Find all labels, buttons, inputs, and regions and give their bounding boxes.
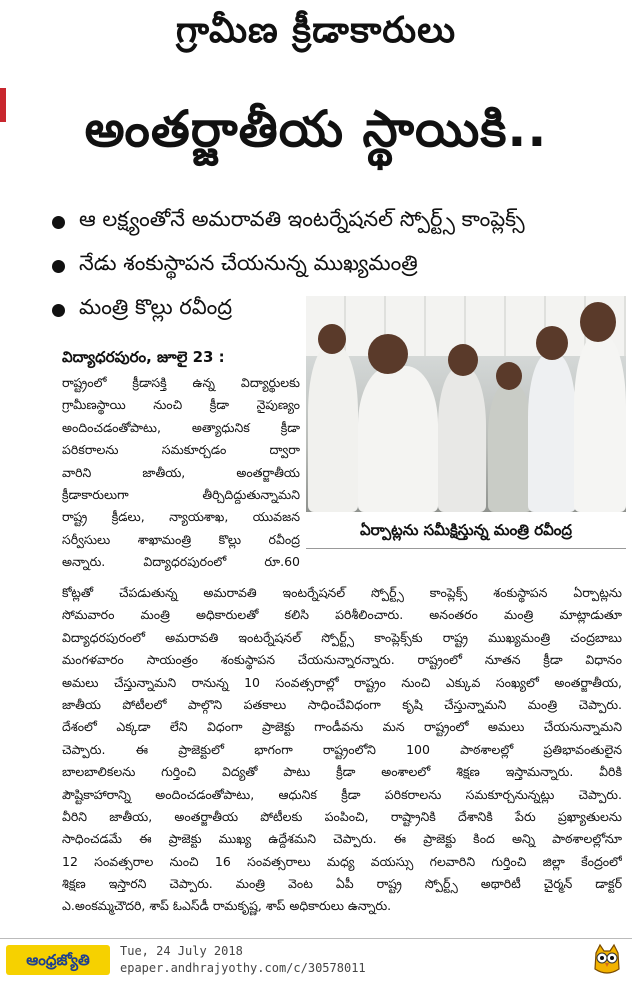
text-line: ఎ.అంకమ్మచౌదరి, శాప్ ఓఎస్‌డీ రామకృష్ణ, శాప్ అధికారులు ఉన్నారు. — [62, 898, 392, 914]
footer-meta — [120, 943, 366, 977]
text-line: అందించడంతోపాటు, అత్యాధునిక క్రీడా — [62, 419, 300, 435]
text-line: వీరిని జాతీయ, అంతర్జాతీయ పోటీలకు పంపించి, రాష్ట్రానికి దేశానికి పేరు ప్రఖ్యాతులను — [62, 808, 622, 824]
text-line: సోమవారం మంత్రి అధికారులతో కలిసి పరిశీలించారు. అనంతరం మంత్రి మాట్లాడుతూ — [62, 607, 622, 623]
photo-person — [438, 368, 486, 512]
text-line: అమలు చేస్తున్నామని రానున్న 10 సంవత్సరాల్లో రాష్ట్రం నుంచి ఎక్కువ సంఖ్యలో అంతర్జాతీయ, — [62, 674, 622, 690]
publish-date: Tue, 24 July 2018 — [120, 944, 243, 958]
photo-person — [528, 354, 576, 512]
photo-person-head — [368, 334, 408, 374]
text-line: విద్యాధరపురంలో అమరావతి ఇంటర్నేషనల్ స్పోర్ట్స్ కాంప్లెక్స్‌కు రాష్ట్ర ముఖ్యమంత్రి చంద్రబాబు — [62, 629, 622, 645]
bullet-dot-icon — [52, 304, 65, 317]
text-line: మంగళవారం సాయంత్రం శంకుస్థాపన చేయనున్నారన్నారు. రాష్ట్రంలో నూతన క్రీడా విధానం — [62, 652, 622, 668]
photo-person-head — [536, 326, 568, 360]
text-line: రాష్ట్రంలో క్రీడాసక్తి ఉన్న విద్యార్థులకు — [62, 375, 300, 390]
bullet-dot-icon — [52, 260, 65, 273]
text-line: బాలబాలికలను గుర్తించి విద్యతో పాటు క్రీడా అంశాలలో శిక్షణ ఇస్తామన్నారు. వీరికి — [62, 764, 622, 780]
photo-person-head — [448, 344, 478, 376]
text-line: వారిని జాతీయ, అంతర్జాతీయ — [62, 464, 300, 480]
text-line: క్రీడాకారులుగా తీర్చిదిద్దుతున్నామని — [62, 486, 300, 502]
headline-line-2: అంతర్జాతీయ స్థాయికి.. — [84, 100, 548, 158]
photo-person — [358, 366, 438, 512]
photo-person — [488, 384, 532, 512]
article-column-text — [62, 372, 300, 574]
text-line: సాధించడమే ఈ ప్రాజెక్టు ముఖ్య ఉద్దేశమని చెప్పారు. ఈ ప్రాజెక్టు కింద అన్ని పాఠశాలల్లోనూ — [62, 831, 622, 847]
text-line: అన్నారు. విద్యాధరపురంలో రూ.60 — [62, 554, 300, 570]
text-line: పరికరాలను సమకూర్చడం ద్వారా — [62, 442, 300, 458]
photo-caption: ఏర్పాట్లను సమీక్షిస్తున్న మంత్రి రవీంద్ర — [306, 512, 626, 549]
text-line: పౌష్టికాహారాన్ని అందించడంతోపాటు, ఆధునిక క్రీడా పరికరాలను సమకూర్చనున్నట్లు చెప్పారు. — [62, 786, 622, 802]
text-line: రాష్ట్ర క్రీడలు, న్యాయశాఖ, యువజన — [62, 509, 300, 525]
article-body-text — [62, 582, 622, 918]
photo-person — [574, 336, 626, 512]
bullet-dot-icon — [52, 216, 65, 229]
text-line: దేశంలో ఎక్కడా లేని విధంగా ప్రాజెక్టు గాండీవను మన రాష్ట్రంలో అమలు చేయనున్నామని — [62, 719, 622, 735]
text-line: 12 సంవత్సరాల నుంచి 16 సంవత్సరాలు మధ్య వయస్సు గలవారిని గుర్తించి జిల్లా కేంద్రంలో — [62, 853, 622, 869]
article-dateline: విద్యాధరపురం, జూలై 23 : — [62, 348, 225, 366]
text-line: సర్వీసులు శాఖామంత్రి కొల్లు రవీంద్ర — [62, 531, 300, 547]
text-line: శిక్షణ ఇస్తారని చెప్పారు. మంత్రి వెంట ఏపీ రాష్ట్ర స్పోర్ట్స్ అథారిటీ చైర్మన్ డాక్టర్ — [62, 876, 622, 892]
text-line: గ్రామీణస్థాయి నుంచి క్రీడా నైపుణ్యం — [62, 397, 300, 413]
photo-person — [308, 346, 358, 512]
text-line: చెప్పారు. ఈ ప్రాజెక్టులో భాగంగా రాష్ట్రంలోని 100 పాఠశాలల్లో ప్రతిభావంతులైన — [62, 741, 622, 757]
text-line: కోట్లతో చేపడుతున్న అమరావతి ఇంటర్నేషనల్ స్పోర్ట్స్ కాంప్లెక్స్ శంకుస్థాపన ఏర్పాట్లను — [62, 585, 622, 600]
photo-person-head — [580, 302, 616, 342]
photo-person-head — [496, 362, 522, 390]
andhrajyothy-logo[interactable]: ఆంధ్రజ్యోతి — [6, 945, 110, 975]
headline-line-1: గ్రామీణ క్రీడాకారులు — [175, 10, 457, 51]
epaper-footer — [0, 938, 632, 982]
bullet-item — [52, 244, 627, 288]
photo-person-head — [318, 324, 346, 354]
news-photo — [306, 296, 626, 512]
text-line: జాతీయ పోటీలలో పాల్గొని పతకాలు సాధించేవిధంగా కృషి చేస్తున్నామని మంత్రి చెప్పారు. — [62, 696, 622, 712]
bullet-text: నేడు శంకుస్థాపన చేయనున్న ముఖ్యమంత్రి — [79, 251, 418, 275]
bullet-item — [52, 200, 627, 244]
epaper-url[interactable]: epaper.andhrajyothy.com/c/30578011 — [120, 961, 366, 975]
bullet-text: ఆ లక్ష్యంతోనే అమరావతి ఇంటర్నేషనల్ స్పోర్ట్స్ కాంప్లెక్స్ — [79, 207, 525, 231]
owl-icon — [592, 943, 622, 977]
bullet-text: మంత్రి కొల్లు రవీంద్ర — [79, 295, 233, 319]
